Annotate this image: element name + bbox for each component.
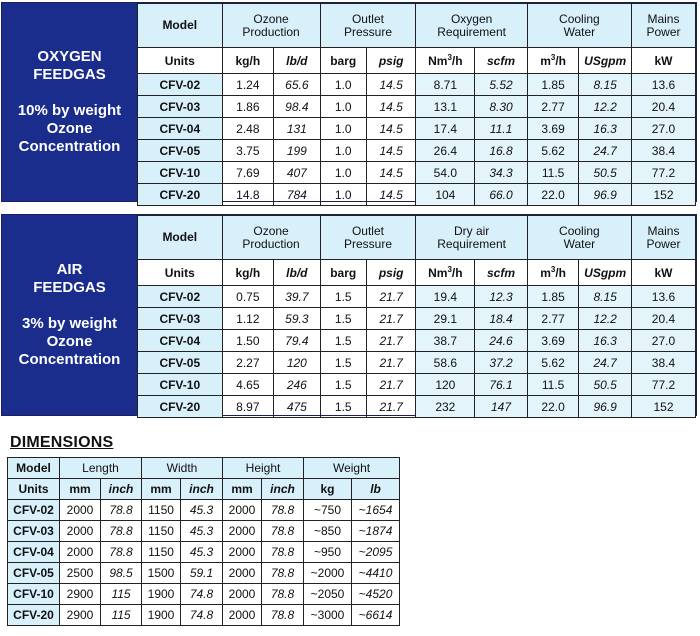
value-cell: 21.7: [366, 374, 416, 396]
value-cell: 12.3: [475, 286, 528, 308]
dry-air-requirement-header: Dry air Requirement: [416, 216, 527, 260]
value-cell: ~1654: [352, 500, 400, 521]
value-cell: 11.5: [527, 374, 579, 396]
value-cell: 37.2: [475, 352, 528, 374]
value-cell: 2000: [60, 521, 101, 542]
value-cell: 120: [416, 374, 475, 396]
value-cell: 1.5: [320, 352, 366, 374]
value-cell: 1.0: [320, 74, 366, 96]
oxygen-side-panel: [2, 3, 137, 201]
table-row: [138, 352, 696, 374]
value-cell: 2500: [60, 563, 101, 584]
dimensions-header-row: [8, 458, 400, 479]
value-cell: 1.5: [320, 396, 366, 418]
model-cell: CFV-10: [138, 374, 223, 396]
value-cell: 20.4: [631, 308, 695, 330]
value-cell: 115: [101, 584, 142, 605]
value-cell: 5.52: [475, 74, 528, 96]
model-cell: CFV-10: [8, 584, 60, 605]
value-cell: 1.0: [320, 140, 366, 162]
value-cell: 1900: [142, 605, 181, 626]
value-cell: 5.62: [527, 140, 579, 162]
table-row: [138, 74, 696, 96]
value-cell: 21.7: [366, 396, 416, 418]
value-cell: 76.1: [475, 374, 528, 396]
value-cell: 38.4: [631, 140, 695, 162]
table-row: [138, 118, 696, 140]
unit-cell: USgpm: [579, 48, 632, 74]
value-cell: 24.7: [579, 140, 632, 162]
value-cell: 21.7: [366, 286, 416, 308]
value-cell: 16.3: [579, 118, 632, 140]
value-cell: 21.7: [366, 308, 416, 330]
table-row: [138, 396, 696, 418]
value-cell: ~850: [304, 521, 352, 542]
value-cell: 1500: [142, 563, 181, 584]
model-cell: CFV-04: [138, 330, 223, 352]
value-cell: 407: [274, 162, 320, 184]
value-cell: ~4410: [352, 563, 400, 584]
value-cell: 12.2: [579, 96, 632, 118]
value-cell: 1.0: [320, 184, 366, 206]
value-cell: 104: [416, 184, 475, 206]
value-cell: 0.75: [222, 286, 274, 308]
value-cell: 21.7: [366, 330, 416, 352]
value-cell: 3.69: [527, 330, 579, 352]
value-cell: 2900: [60, 584, 101, 605]
unit-cell: kW: [631, 48, 695, 74]
oxygen-feedgas-block: [1, 2, 697, 202]
value-cell: 1150: [142, 521, 181, 542]
value-cell: 96.9: [579, 396, 632, 418]
value-cell: 59.1: [181, 563, 223, 584]
cooling-water-header: Cooling Water: [527, 4, 631, 48]
value-cell: 199: [274, 140, 320, 162]
value-cell: 1.5: [320, 308, 366, 330]
unit-cell: barg: [320, 48, 366, 74]
value-cell: 78.8: [262, 500, 304, 521]
value-cell: 13.1: [416, 96, 475, 118]
model-header: Model: [138, 216, 223, 260]
value-cell: 8.15: [579, 74, 632, 96]
value-cell: 8.97: [222, 396, 274, 418]
value-cell: 14.5: [366, 118, 416, 140]
header-row: [138, 4, 696, 48]
value-cell: 13.6: [631, 286, 695, 308]
model-cell: CFV-02: [138, 286, 223, 308]
model-cell: CFV-04: [8, 542, 60, 563]
value-cell: 66.0: [475, 184, 528, 206]
side-ozone: Ozone: [46, 120, 93, 137]
units-row: [138, 48, 696, 74]
value-cell: 1150: [142, 500, 181, 521]
side-concentration-label: Concentration: [18, 351, 121, 368]
value-cell: 18.4: [475, 308, 528, 330]
value-cell: 115: [101, 605, 142, 626]
value-cell: 22.0: [527, 396, 579, 418]
model-cell: CFV-20: [8, 605, 60, 626]
value-cell: 2.77: [527, 96, 579, 118]
dimensions-units-row: [8, 479, 400, 500]
model-cell: CFV-05: [138, 352, 223, 374]
oxygen-spec-table: [137, 3, 696, 206]
value-cell: 38.4: [631, 352, 695, 374]
model-cell: CFV-20: [138, 184, 223, 206]
value-cell: 22.0: [527, 184, 579, 206]
value-cell: 16.3: [579, 330, 632, 352]
value-cell: 39.7: [274, 286, 320, 308]
units-label: Units: [138, 260, 223, 286]
unit-cell: $m^3/h$: [527, 48, 579, 74]
unit-cell: kg/h: [222, 260, 274, 286]
table-row: [8, 500, 400, 521]
value-cell: ~2050: [304, 584, 352, 605]
value-cell: 50.5: [579, 162, 632, 184]
value-cell: 4.65: [222, 374, 274, 396]
table-row: [8, 521, 400, 542]
unit-cell: Nm$^3$/h: [416, 260, 475, 286]
model-header: Model: [138, 4, 223, 48]
oxygen-requirement-header: Oxygen Requirement: [416, 4, 527, 48]
units-label: Units: [8, 479, 60, 500]
value-cell: 1.5: [320, 374, 366, 396]
value-cell: 1.85: [527, 74, 579, 96]
unit-cell: kW: [631, 260, 695, 286]
value-cell: ~750: [304, 500, 352, 521]
table-row: [8, 584, 400, 605]
value-cell: 78.8: [262, 605, 304, 626]
value-cell: 79.4: [274, 330, 320, 352]
unit-cell: lb: [352, 479, 400, 500]
value-cell: 16.8: [475, 140, 528, 162]
table-row: [138, 162, 696, 184]
side-subtitle: FEEDGAS: [33, 66, 106, 83]
mains-power-header: Mains Power: [631, 4, 695, 48]
value-cell: 2000: [223, 563, 262, 584]
dimensions-title: DIMENSIONS: [10, 434, 114, 451]
value-cell: 152: [631, 396, 695, 418]
value-cell: 78.8: [101, 542, 142, 563]
table-row: [138, 96, 696, 118]
value-cell: 45.3: [181, 521, 223, 542]
value-cell: 21.7: [366, 352, 416, 374]
value-cell: 8.15: [579, 286, 632, 308]
value-cell: 14.5: [366, 162, 416, 184]
table-row: [138, 140, 696, 162]
value-cell: 65.6: [274, 74, 320, 96]
value-cell: 78.8: [101, 521, 142, 542]
unit-cell: mm: [142, 479, 181, 500]
value-cell: 54.0: [416, 162, 475, 184]
value-cell: 74.8: [181, 605, 223, 626]
table-row: [138, 184, 696, 206]
unit-cell: mm: [60, 479, 101, 500]
value-cell: 3.75: [222, 140, 274, 162]
unit-cell: USgpm: [579, 260, 632, 286]
table-row: [138, 374, 696, 396]
air-side-panel: [2, 215, 137, 415]
value-cell: 78.8: [262, 584, 304, 605]
value-cell: 77.2: [631, 374, 695, 396]
value-cell: 78.8: [262, 521, 304, 542]
value-cell: 2.48: [222, 118, 274, 140]
model-header: Model: [8, 458, 60, 479]
value-cell: 152: [631, 184, 695, 206]
value-cell: 96.9: [579, 184, 632, 206]
mains-power-header: Mains Power: [631, 216, 695, 260]
unit-cell: Nm$^3$/h: [416, 48, 475, 74]
value-cell: ~3000: [304, 605, 352, 626]
air-spec-table: [137, 215, 696, 418]
weight-header: Weight: [304, 458, 400, 479]
value-cell: ~6614: [352, 605, 400, 626]
value-cell: 98.5: [101, 563, 142, 584]
value-cell: 8.71: [416, 74, 475, 96]
value-cell: 5.62: [527, 352, 579, 374]
value-cell: 50.5: [579, 374, 632, 396]
cooling-water-header: Cooling Water: [527, 216, 631, 260]
value-cell: 78.8: [262, 563, 304, 584]
value-cell: 27.0: [631, 118, 695, 140]
value-cell: 14.5: [366, 184, 416, 206]
model-cell: CFV-20: [138, 396, 223, 418]
value-cell: 77.2: [631, 162, 695, 184]
value-cell: 1.12: [222, 308, 274, 330]
value-cell: 1.5: [320, 286, 366, 308]
unit-cell: scfm: [475, 260, 528, 286]
value-cell: 59.3: [274, 308, 320, 330]
unit-cell: mm: [223, 479, 262, 500]
table-row: [138, 330, 696, 352]
side-concentration: 10% by weight: [17, 102, 122, 119]
value-cell: 14.5: [366, 140, 416, 162]
model-cell: CFV-03: [8, 521, 60, 542]
value-cell: 2000: [223, 500, 262, 521]
value-cell: 12.2: [579, 308, 632, 330]
value-cell: 58.6: [416, 352, 475, 374]
value-cell: 14.5: [366, 96, 416, 118]
model-cell: CFV-04: [138, 118, 223, 140]
model-cell: CFV-03: [138, 96, 223, 118]
value-cell: 2900: [60, 605, 101, 626]
model-cell: CFV-02: [138, 74, 223, 96]
unit-cell: inch: [101, 479, 142, 500]
air-feedgas-block: [1, 214, 697, 416]
value-cell: 2000: [223, 605, 262, 626]
table-row: [8, 605, 400, 626]
ozone-production-header: Ozone Production: [222, 216, 320, 260]
value-cell: 29.1: [416, 308, 475, 330]
value-cell: 1.85: [527, 286, 579, 308]
dimensions-table: [7, 457, 400, 626]
value-cell: 120: [274, 352, 320, 374]
table-row: [8, 542, 400, 563]
unit-cell: barg: [320, 260, 366, 286]
value-cell: 3.69: [527, 118, 579, 140]
value-cell: 98.4: [274, 96, 320, 118]
value-cell: 13.6: [631, 74, 695, 96]
value-cell: 17.4: [416, 118, 475, 140]
value-cell: 2.77: [527, 308, 579, 330]
height-header: Height: [223, 458, 304, 479]
side-concentration-label: Concentration: [18, 138, 121, 155]
value-cell: 24.7: [579, 352, 632, 374]
value-cell: 24.6: [475, 330, 528, 352]
units-row: [138, 260, 696, 286]
model-cell: CFV-05: [138, 140, 223, 162]
value-cell: 38.7: [416, 330, 475, 352]
side-ozone: Ozone: [46, 333, 93, 350]
value-cell: 246: [274, 374, 320, 396]
side-subtitle: FEEDGAS: [33, 279, 106, 296]
value-cell: ~950: [304, 542, 352, 563]
value-cell: 19.4: [416, 286, 475, 308]
value-cell: 2000: [60, 500, 101, 521]
value-cell: ~2095: [352, 542, 400, 563]
unit-cell: $m^3/h$: [527, 260, 579, 286]
value-cell: 27.0: [631, 330, 695, 352]
value-cell: 34.3: [475, 162, 528, 184]
value-cell: ~1874: [352, 521, 400, 542]
value-cell: 1.24: [222, 74, 274, 96]
value-cell: ~4520: [352, 584, 400, 605]
header-row: [138, 216, 696, 260]
side-title: AIR: [56, 261, 83, 278]
value-cell: 147: [475, 396, 528, 418]
unit-cell: psig: [366, 48, 416, 74]
value-cell: 131: [274, 118, 320, 140]
unit-cell: lb/d: [274, 48, 320, 74]
value-cell: 26.4: [416, 140, 475, 162]
value-cell: 14.8: [222, 184, 274, 206]
value-cell: 1.86: [222, 96, 274, 118]
value-cell: 78.8: [262, 542, 304, 563]
value-cell: 45.3: [181, 500, 223, 521]
value-cell: 78.8: [101, 500, 142, 521]
side-concentration: 3% by weight: [21, 315, 118, 332]
value-cell: 11.1: [475, 118, 528, 140]
value-cell: 1.50: [222, 330, 274, 352]
value-cell: 1.0: [320, 118, 366, 140]
value-cell: 74.8: [181, 584, 223, 605]
table-row: [138, 286, 696, 308]
value-cell: 1.0: [320, 96, 366, 118]
value-cell: ~2000: [304, 563, 352, 584]
value-cell: 7.69: [222, 162, 274, 184]
unit-cell: scfm: [475, 48, 528, 74]
value-cell: 1900: [142, 584, 181, 605]
side-title: OXYGEN: [37, 48, 102, 65]
value-cell: 45.3: [181, 542, 223, 563]
value-cell: 2000: [223, 584, 262, 605]
value-cell: 2000: [223, 542, 262, 563]
value-cell: 1.5: [320, 330, 366, 352]
units-label: Units: [138, 48, 223, 74]
value-cell: 2000: [60, 542, 101, 563]
dimensions-data-rows: [8, 500, 400, 626]
value-cell: 475: [274, 396, 320, 418]
air-data-rows: [138, 286, 696, 418]
ozone-production-header: Ozone Production: [222, 4, 320, 48]
unit-cell: inch: [262, 479, 304, 500]
value-cell: 1150: [142, 542, 181, 563]
value-cell: 2000: [223, 521, 262, 542]
width-header: Width: [142, 458, 223, 479]
table-row: [138, 308, 696, 330]
value-cell: 11.5: [527, 162, 579, 184]
model-cell: CFV-05: [8, 563, 60, 584]
unit-cell: lb/d: [274, 260, 320, 286]
table-row: [8, 563, 400, 584]
unit-cell: psig: [366, 260, 416, 286]
outlet-pressure-header: Outlet Pressure: [320, 216, 416, 260]
unit-cell: kg: [304, 479, 352, 500]
model-cell: CFV-10: [138, 162, 223, 184]
value-cell: 232: [416, 396, 475, 418]
unit-cell: kg/h: [222, 48, 274, 74]
outlet-pressure-header: Outlet Pressure: [320, 4, 416, 48]
oxygen-data-rows: [138, 74, 696, 206]
value-cell: 8.30: [475, 96, 528, 118]
model-cell: CFV-02: [8, 500, 60, 521]
value-cell: 20.4: [631, 96, 695, 118]
value-cell: 14.5: [366, 74, 416, 96]
value-cell: 1.0: [320, 162, 366, 184]
value-cell: 2.27: [222, 352, 274, 374]
unit-cell: inch: [181, 479, 223, 500]
length-header: Length: [60, 458, 142, 479]
model-cell: CFV-03: [138, 308, 223, 330]
value-cell: 784: [274, 184, 320, 206]
